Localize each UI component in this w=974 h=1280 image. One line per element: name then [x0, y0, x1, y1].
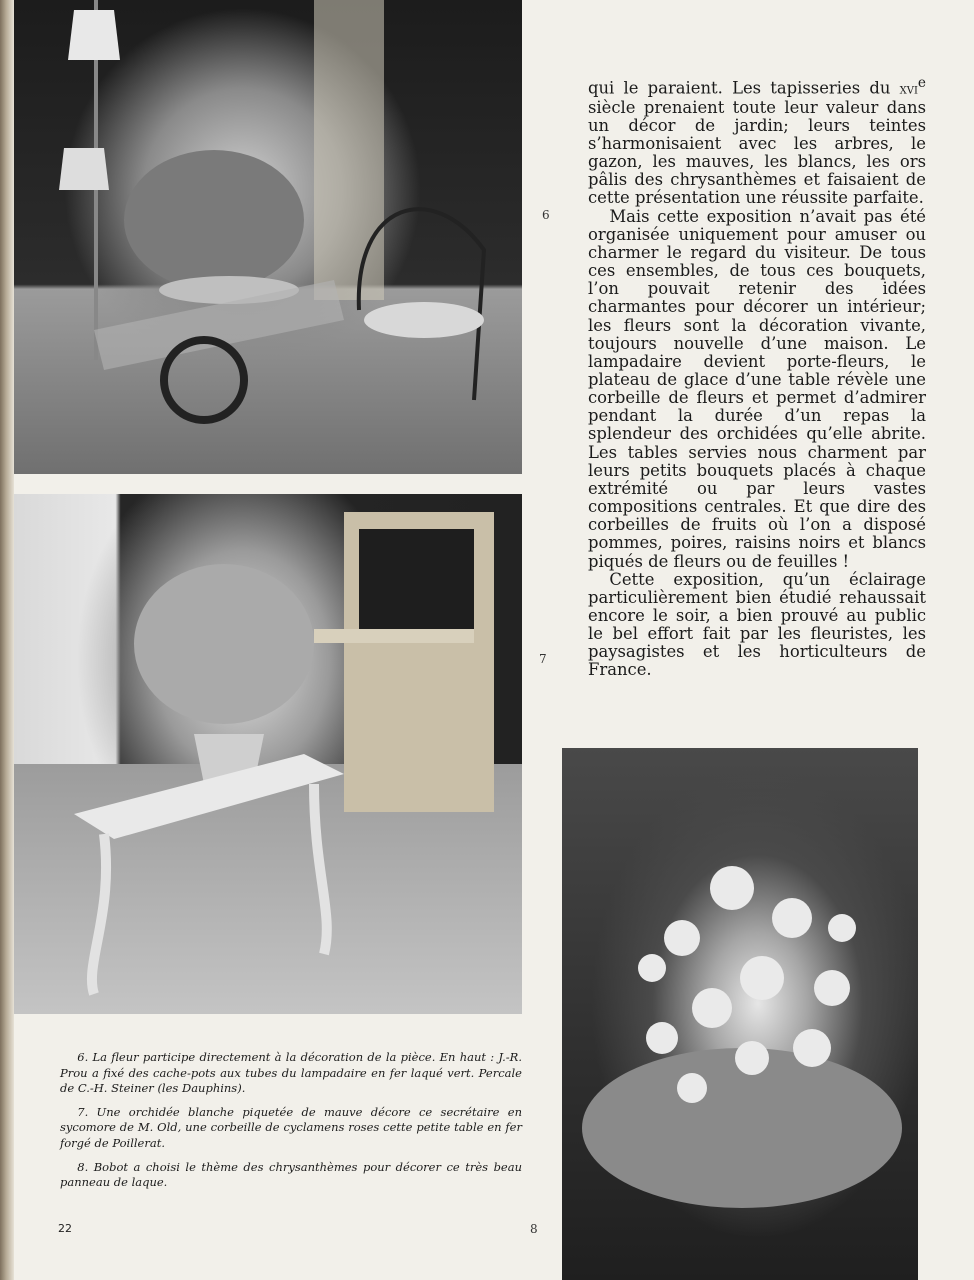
desk-flap: [314, 629, 474, 643]
lamp-shade-lower: [59, 148, 109, 190]
photo-fig-8-illustration: [562, 748, 918, 1280]
photo-fig-7-illustration: [14, 494, 522, 1014]
photo-fig-6-living-room: [14, 0, 522, 474]
figure-number-8: 8: [530, 1222, 538, 1236]
figure-number-6: 6: [542, 208, 550, 222]
caption-7: 7. Une orchidée blanche piquetée de mauve décore ce secrétaire en sycomore de M. Old, une corbeille de cyclamens roses cette petite table en fer forgé de Poillerat.: [60, 1104, 522, 1150]
article-body: [588, 74, 926, 680]
lamp-shade: [68, 10, 120, 60]
table-loop-leg: [164, 340, 244, 420]
cyclamen-bouquet: [134, 564, 314, 724]
figure-number-7: 7: [539, 652, 547, 666]
chair-cushion: [364, 302, 484, 338]
photo-fig-6-illustration: [14, 0, 522, 474]
paragraph-2: Mais cette exposition n’avait pas été organisée uniquement pour amuser ou charmer le regard du visiteur. De tous ces ensembles, de tous ces bouquets, l’on pouvait retenir des idées charmantes pour décorer un intérieur; les fleurs sont la décoration vivante, toujours nouvelle d’une maison. Le lampadaire devient porte-fleurs, le plateau de glace d’une table révèle une corbeille de fleurs et permet d’admirer pendant la durée d’un repas la splendeur des orchidées qu’elle abrite. Les tables servies nous charment par leurs petits bouquets placés à chaque extrémité ou par leurs vastes compositions centrales. Et que dire des corbeilles de fruits où l’on a disposé pommes, poires, raisins noirs et blancs piqués de fleurs ou de feuilles !: [588, 206, 926, 571]
cyclamen-plant: [124, 150, 304, 290]
book-spine-shadow: [0, 0, 14, 1280]
paragraph-3: Cette exposition, qu’un éclairage particulièrement bien étudié rehaussait encore le soir, a bien prouvé au public le bel effort fait par les fleuristes, les paysagistes et les horticulteurs de France.: [588, 569, 926, 680]
photo-fig-7-secretary-table: [14, 494, 522, 1014]
page-number: 22: [58, 1222, 72, 1235]
caption-8: 8. Bobot a choisi le thème des chrysanthèmes pour décorer ce très beau panneau de laque.: [60, 1159, 522, 1190]
paragraph-1: qui le paraient. Les tapisseries du xvi$^e$ siècle prenaient toute leur valeur dans un décor de jardin; leurs teintes s’harmonisaient avec les arbres, le gazon, les mauves, les blancs, les ors pâlis des chrysanthèmes et faisaient de cette présentation une réussite parfaite.: [588, 75, 926, 208]
foliage-base: [582, 1048, 902, 1208]
photo-captions: [60, 1050, 522, 1199]
curtain: [314, 0, 384, 300]
secretary-interior: [359, 529, 474, 629]
caption-6: 6. La fleur participe directement à la décoration de la pièce. En haut : J.-R. Prou a fixé des cache-pots aux tubes du lampadaire en fer laqué vert. Percale de C.-H. Steiner (les Dauphins).: [60, 1050, 522, 1096]
photo-fig-8-chrysanthemum-panel: [562, 748, 918, 1280]
